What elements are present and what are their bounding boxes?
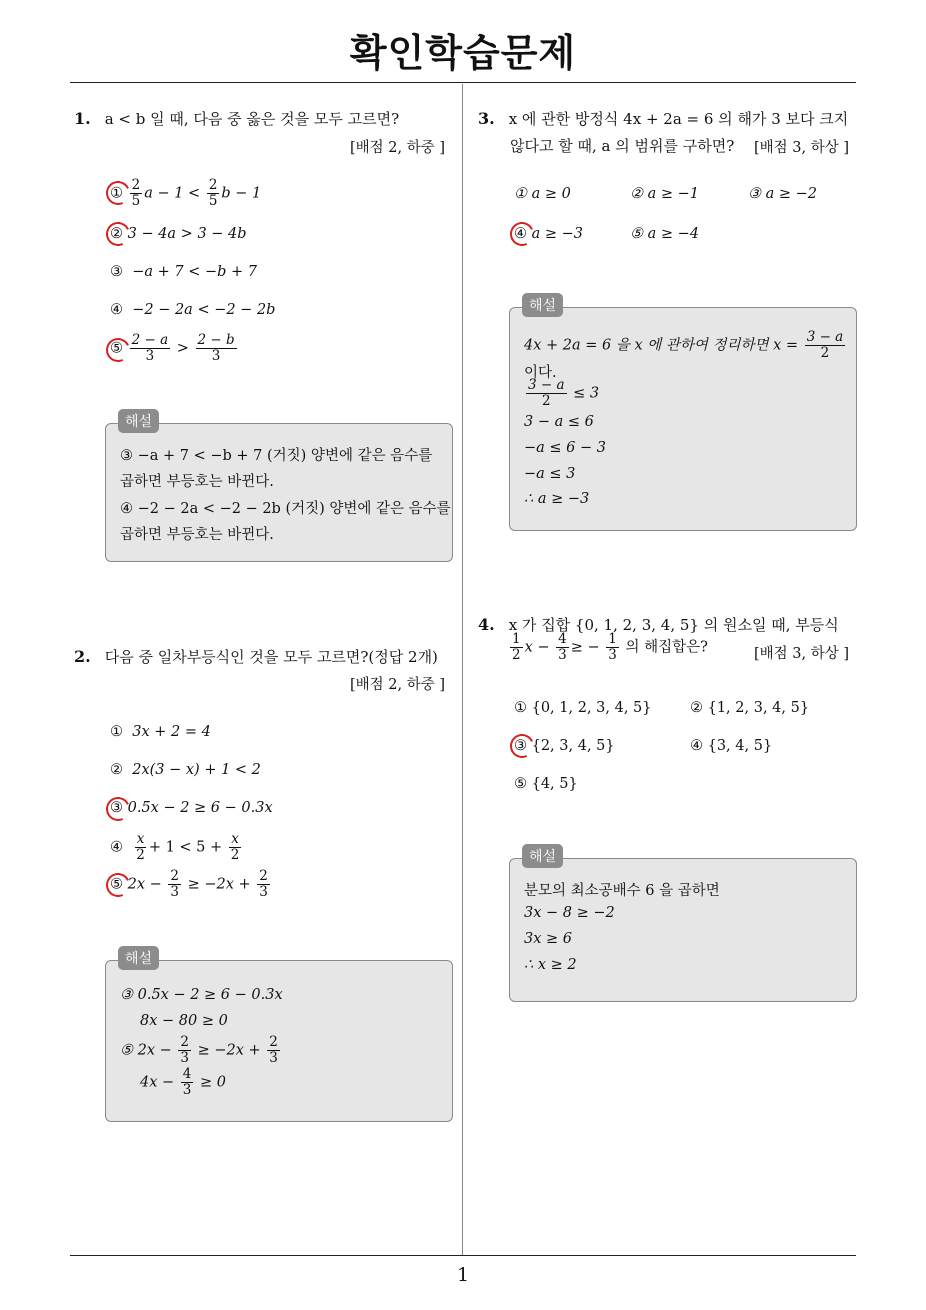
question-1 <box>74 106 399 132</box>
solution-line: ④ −2 − 2a < −2 − 2b (거짓) 양변에 같은 음수를 <box>120 501 451 517</box>
question-text: a < b 일 때, 다음 중 옳은 것을 모두 고르면? <box>104 110 400 128</box>
solution-line: 3x ≥ 6 <box>524 931 572 947</box>
column-divider <box>462 84 463 1256</box>
solution-line: 4x + 2a = 6 을 x 에 관하여 정리하면 x = $\frac{3 - a}{2}$ <box>524 329 844 361</box>
question-number: 3. <box>478 109 495 128</box>
solution-line: 8x − 80 ≥ 0 <box>140 1013 228 1029</box>
solution-line: −a ≤ 3 <box>524 466 576 482</box>
option-3[interactable]: ③ −a + 7 < −b + 7 <box>110 264 257 280</box>
question-text: 다음 중 일차부등식인 것을 모두 고르면?(정답 2개) <box>104 648 438 666</box>
solution-box-3 <box>509 298 857 531</box>
solution-line: ∴ a ≥ −3 <box>524 491 590 507</box>
option-2[interactable]: ② 3 − 4a > 3 − 4b <box>110 226 247 242</box>
solution-line: ③ −a + 7 < −b + 7 (거짓) 양변에 같은 음수를 <box>120 448 433 464</box>
footer-rule <box>70 1255 856 1256</box>
question-meta: [배점 3, 하상 ] <box>754 140 850 156</box>
solution-line: 4x − $\frac{4}{3}$ ≥ 0 <box>140 1066 226 1098</box>
solution-box-4 <box>509 849 857 1002</box>
solution-line: −a ≤ 6 − 3 <box>524 440 606 456</box>
question-number: 4. <box>478 615 495 634</box>
option-2[interactable]: ② {1, 2, 3, 4, 5} <box>690 700 810 716</box>
solution-line: 곱하면 부등호는 바뀐다. <box>120 474 274 490</box>
option-1[interactable]: ① $\frac{2}{5}$ a − 1 < $\frac{2}{5}$ b − 1 <box>110 177 262 209</box>
question-meta: [배점 3, 하상 ] <box>754 646 850 662</box>
question-2 <box>74 644 438 670</box>
option-5[interactable]: ⑤ {4, 5} <box>514 776 578 792</box>
solution-box-2 <box>105 951 453 1122</box>
option-4[interactable]: ④ −2 − 2a < −2 − 2b <box>110 302 276 318</box>
option-1[interactable]: ① 3x + 2 = 4 <box>110 724 211 740</box>
solution-line: ③ 0.5x − 2 ≥ 6 − 0.3x <box>120 987 283 1003</box>
solution-line: 3 − a ≤ 6 <box>524 414 594 430</box>
solution-line: 분모의 최소공배수 6 을 곱하면 <box>524 883 720 899</box>
question-text-line2: $\frac{1}{2}$ x − $\frac{4}{3}$ ≥ − $\frac{1}{3}$ 의 해집합은? <box>512 631 708 663</box>
solution-tag: 해설 <box>118 946 159 970</box>
option-1[interactable]: ① a ≥ 0 <box>514 186 571 202</box>
solution-line: 이다. <box>524 365 557 381</box>
question-meta: [배점 2, 하중 ] <box>350 140 446 156</box>
option-3[interactable]: ③ {2, 3, 4, 5} <box>514 738 615 754</box>
solution-line: 3x − 8 ≥ −2 <box>524 905 615 921</box>
solution-tag: 해설 <box>522 293 563 317</box>
option-5[interactable]: ⑤ $\frac{2 - a}{3}$ > $\frac{2 - b}{3}$ <box>110 332 235 364</box>
option-4[interactable]: ④ a ≥ −3 <box>514 226 583 242</box>
solution-tag: 해설 <box>522 844 563 868</box>
option-5[interactable]: ⑤ 2x − $\frac{2}{3}$ ≥ −2x + $\frac{2}{3}$ <box>110 868 268 900</box>
option-2[interactable]: ② 2x(3 − x) + 1 < 2 <box>110 762 261 778</box>
page-number: 1 <box>456 1264 470 1286</box>
question-text: x 가 집합 {0, 1, 2, 3, 4, 5} 의 원소일 때, 부등식 <box>508 616 839 634</box>
option-4[interactable]: ④ $\frac{x}{2}$ + 1 < 5 + $\frac{x}{2}$ <box>110 831 240 863</box>
option-3[interactable]: ③ a ≥ −2 <box>748 186 817 202</box>
question-3 <box>478 106 848 132</box>
question-text: x 에 관한 방정식 4x + 2a = 6 의 해가 3 보다 크지 <box>508 110 849 128</box>
solution-line: ∴ x ≥ 2 <box>524 957 577 973</box>
question-number: 1. <box>74 109 91 128</box>
solution-tag: 해설 <box>118 409 159 433</box>
option-4[interactable]: ④ {3, 4, 5} <box>690 738 773 754</box>
solution-line: 곱하면 부등호는 바뀐다. <box>120 527 274 543</box>
solution-line: $\frac{3 - a}{2}$ ≤ 3 <box>528 377 600 409</box>
page-title: 확인학습문제 <box>349 31 577 75</box>
question-meta: [배점 2, 하중 ] <box>350 677 446 693</box>
solution-line: ⑤ 2x − $\frac{2}{3}$ ≥ −2x + $\frac{2}{3}$ <box>120 1034 278 1066</box>
header-rule <box>70 82 856 83</box>
question-text-line2: 않다고 할 때, a 의 범위를 구하면? <box>510 137 735 155</box>
solution-box-1 <box>105 414 453 562</box>
option-3[interactable]: ③ 0.5x − 2 ≥ 6 − 0.3x <box>110 800 273 816</box>
option-5[interactable]: ⑤ a ≥ −4 <box>630 226 699 242</box>
option-2[interactable]: ② a ≥ −1 <box>630 186 699 202</box>
question-number: 2. <box>74 647 91 666</box>
option-1[interactable]: ① {0, 1, 2, 3, 4, 5} <box>514 700 652 716</box>
